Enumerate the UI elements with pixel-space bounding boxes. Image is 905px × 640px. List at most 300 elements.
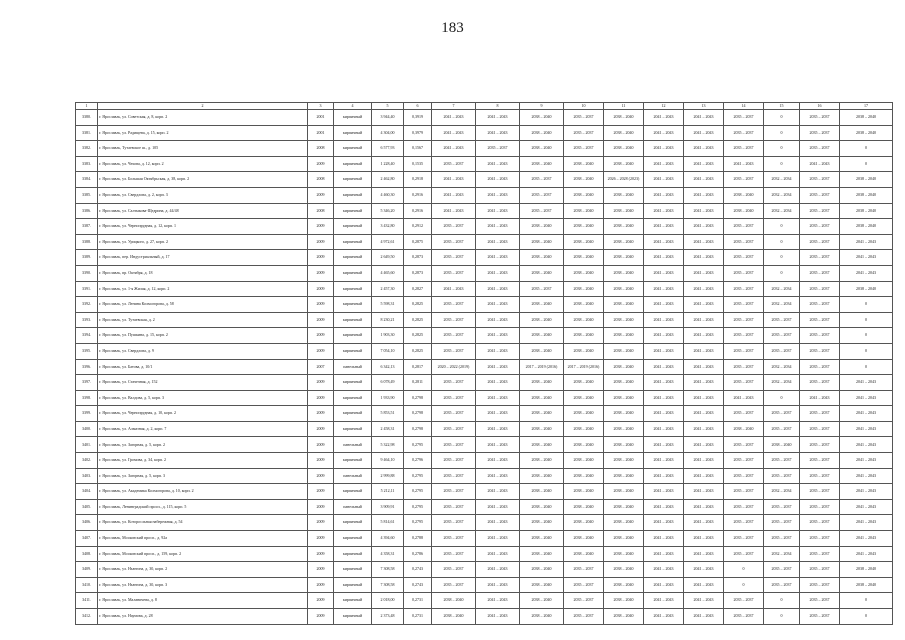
column-number-header: 5	[372, 103, 404, 110]
table-cell: 2041 – 2043	[840, 499, 893, 515]
table-cell: 2038 – 2040	[564, 343, 604, 359]
address-cell: г. Ярославль, пер. Индустриальный, д. 17	[98, 250, 308, 266]
table-cell: кирпичный	[334, 281, 372, 297]
table-cell: 2035 – 2037	[800, 499, 840, 515]
table-cell: кирпичный	[334, 421, 372, 437]
table-cell: 2035 – 2037	[724, 125, 764, 141]
table-cell: 2035 – 2037	[724, 375, 764, 391]
table-cell: 2035 – 2037	[800, 297, 840, 313]
table-cell: 2041 – 2043	[644, 250, 684, 266]
table-cell: 2041 – 2043	[684, 172, 724, 188]
address-cell: г. Ярославль, ул. Которосльная набережная, д. 54	[98, 515, 308, 531]
table-cell: 2041 – 2043	[684, 343, 724, 359]
table-cell: 2035 – 2037	[724, 484, 764, 500]
table-row	[76, 390, 893, 406]
column-number-header: 3	[308, 103, 334, 110]
table-cell: 2035 – 2037	[800, 125, 840, 141]
table-cell: 2001	[308, 110, 334, 126]
table-cell: 2041 – 2043	[684, 499, 724, 515]
table-cell: 2020 – 2022 (2019)	[432, 359, 476, 375]
table-cell: 2041 – 2043	[644, 421, 684, 437]
table-cell: 0	[764, 250, 800, 266]
table-cell: 3396.	[76, 359, 98, 375]
column-number-header: 2	[98, 103, 308, 110]
table-cell: 2009	[308, 343, 334, 359]
column-number-header: 17	[840, 103, 893, 110]
address-cell: г. Ярославль, ул. Советская, д. 8, корп. 2	[98, 110, 308, 126]
table-cell: 2041 – 2043	[644, 312, 684, 328]
address-cell: г. Ярославль, ул. Чернопрудная, д. 10, корп. 2	[98, 406, 308, 422]
table-cell: 0,2825	[404, 328, 432, 344]
table-cell: 2035 – 2037	[724, 172, 764, 188]
table-cell: 2041 – 2043	[644, 187, 684, 203]
table-cell: 2041 – 2043	[684, 359, 724, 375]
table-cell: 2041 – 2043	[684, 312, 724, 328]
table-cell: 0,2798	[404, 390, 432, 406]
table-cell: 2041 – 2043	[644, 515, 684, 531]
address-cell: г. Ярославль, Ленинградский просп., д. 115, корп. 5	[98, 499, 308, 515]
table-cell: 2035 – 2037	[432, 577, 476, 593]
table-cell: 2038 – 2040	[520, 312, 564, 328]
column-number-header: 4	[334, 103, 372, 110]
table-cell: 2038 – 2040	[604, 156, 644, 172]
table-cell: 2041 – 2043	[476, 297, 520, 313]
table-cell: 0,2912	[404, 219, 432, 235]
table-cell: 2035 – 2037	[764, 468, 800, 484]
table-cell: 2041 – 2043	[432, 125, 476, 141]
table-cell: 0,2743	[404, 577, 432, 593]
table-cell: 2038 – 2040	[604, 297, 644, 313]
table-cell: 2035 – 2037	[724, 406, 764, 422]
table-cell: 2041 – 2043	[840, 546, 893, 562]
table-cell: 2035 – 2037	[520, 172, 564, 188]
table-cell: 4 358,31	[372, 546, 404, 562]
table-cell: 2038 – 2040	[520, 390, 564, 406]
table-cell: 2035 – 2037	[564, 609, 604, 625]
table-cell: 2038 – 2040	[564, 172, 604, 188]
address-cell: г. Ярославль, Тутаевское ш., д. 105	[98, 141, 308, 157]
table-cell: 2038 – 2040	[564, 484, 604, 500]
table-cell: кирпичный	[334, 390, 372, 406]
table-cell: 4 972,61	[372, 234, 404, 250]
table-cell: 0,2825	[404, 343, 432, 359]
table-cell: 2041 – 2043	[644, 359, 684, 375]
table-row	[76, 546, 893, 562]
table-cell: 2035 – 2037	[724, 468, 764, 484]
table-cell: 2041 – 2043	[476, 562, 520, 578]
column-number-header: 9	[520, 103, 564, 110]
table-cell: 4 465,60	[372, 265, 404, 281]
table-cell: 7 054,10	[372, 343, 404, 359]
table-cell: 2009	[308, 453, 334, 469]
table-cell: 2009	[308, 281, 334, 297]
table-cell: 2017 – 2019 (2016)	[520, 359, 564, 375]
table-cell: 2041 – 2043	[476, 250, 520, 266]
table-cell: 2038 – 2040	[604, 219, 644, 235]
column-number-header: 10	[564, 103, 604, 110]
table-cell: 2041 – 2043	[684, 390, 724, 406]
table-cell: 2041 – 2043	[476, 577, 520, 593]
table-cell: 2 373,48	[372, 609, 404, 625]
table-cell: 2038 – 2040	[520, 156, 564, 172]
address-cell: г. Ярославль, ул. Загорная, д. 5, корп. 3	[98, 468, 308, 484]
table-cell: 2041 – 2043	[644, 593, 684, 609]
table-cell: 2035 – 2037	[800, 531, 840, 547]
table-cell: 2035 – 2037	[800, 421, 840, 437]
table-cell: 3387.	[76, 219, 98, 235]
table-cell: 6 078,49	[372, 375, 404, 391]
table-cell: 2009	[308, 156, 334, 172]
table-cell: 3408.	[76, 546, 98, 562]
table-cell: 2041 – 2043	[476, 312, 520, 328]
table-cell: 2041 – 2043	[684, 406, 724, 422]
table-cell: 2009	[308, 468, 334, 484]
table-cell: 2035 – 2037	[724, 110, 764, 126]
table-cell: кирпичный	[334, 172, 372, 188]
table-cell: 3406.	[76, 515, 98, 531]
address-cell: г. Ярославль, ул. 1-я Жилая, д. 12, корп. 2	[98, 281, 308, 297]
table-cell: 4 394,60	[372, 531, 404, 547]
table-cell: 2035 – 2037	[764, 562, 800, 578]
table-cell: 2035 – 2037	[432, 484, 476, 500]
table-cell: 0	[840, 297, 893, 313]
table-cell: кирпичный	[334, 265, 372, 281]
table-cell: 2041 – 2043	[684, 125, 724, 141]
table-cell: 2041 – 2043	[684, 187, 724, 203]
table-cell: 2035 – 2037	[432, 437, 476, 453]
table-cell: 0,3979	[404, 125, 432, 141]
table-cell: 2009	[308, 593, 334, 609]
table-cell: панельный	[334, 499, 372, 515]
table-cell: 2038 – 2040	[564, 453, 604, 469]
table-cell: 2041 – 2043	[476, 406, 520, 422]
table-cell: 2038 – 2040	[564, 421, 604, 437]
table-cell: 2035 – 2037	[432, 546, 476, 562]
table-cell: 2 458,31	[372, 421, 404, 437]
table-cell: 2035 – 2037	[432, 375, 476, 391]
table-cell: кирпичный	[334, 453, 372, 469]
table-cell: 2041 – 2043	[644, 110, 684, 126]
table-cell: 6 342,13	[372, 359, 404, 375]
table-cell: 2038 – 2040	[520, 468, 564, 484]
table-cell: 2032 – 2034	[764, 359, 800, 375]
table-cell: 5 212,11	[372, 484, 404, 500]
table-cell: 2041 – 2043	[476, 234, 520, 250]
table-cell: 2041 – 2043	[684, 265, 724, 281]
table-cell: 2009	[308, 328, 334, 344]
table-cell: 2041 – 2043	[476, 219, 520, 235]
table-cell: 2035 – 2037	[764, 328, 800, 344]
table-cell: 2041 – 2043	[644, 156, 684, 172]
table-cell: 2035 – 2037	[800, 375, 840, 391]
table-cell: 2038 – 2040	[520, 125, 564, 141]
table-row	[76, 219, 893, 235]
table-cell: 2038 – 2040	[604, 359, 644, 375]
column-number-header: 8	[476, 103, 520, 110]
table-cell: 2041 – 2043	[840, 250, 893, 266]
table-cell: 9 464,10	[372, 453, 404, 469]
table-cell: 2038 – 2040	[564, 499, 604, 515]
table-cell: 2041 – 2043	[476, 453, 520, 469]
table-cell: 2038 – 2040	[724, 187, 764, 203]
table-cell: 2041 – 2043	[840, 453, 893, 469]
table-cell: 5 814,61	[372, 515, 404, 531]
table-cell: 0,2811	[404, 375, 432, 391]
table-row	[76, 562, 893, 578]
table-cell: 2035 – 2037	[724, 437, 764, 453]
table-cell: 2041 – 2043	[644, 546, 684, 562]
table-cell: 2035 – 2037	[800, 141, 840, 157]
table-cell: 2008	[308, 172, 334, 188]
table-cell: 2041 – 2043	[644, 375, 684, 391]
table-cell: 2035 – 2037	[724, 312, 764, 328]
table-cell: 0	[840, 359, 893, 375]
table-cell: 0	[764, 156, 800, 172]
table-cell: 6 577,93	[372, 141, 404, 157]
table-cell: 2038 – 2040	[564, 187, 604, 203]
table-cell: 2035 – 2037	[800, 468, 840, 484]
table-cell: 2041 – 2043	[840, 484, 893, 500]
table-cell: 2001	[308, 125, 334, 141]
table-cell: кирпичный	[334, 219, 372, 235]
table-row	[76, 406, 893, 422]
table-cell: 2035 – 2037	[432, 515, 476, 531]
table-cell: 2035 – 2037	[724, 297, 764, 313]
table-row	[76, 359, 893, 375]
table-cell: 2038 – 2040	[604, 515, 644, 531]
table-cell: кирпичный	[334, 609, 372, 625]
table-cell: 2038 – 2040	[520, 593, 564, 609]
address-cell: г. Ярославль, ул. Урицкого, д. 27, корп. 2	[98, 234, 308, 250]
table-cell: 0,2817	[404, 359, 432, 375]
table-cell: 2041 – 2043	[644, 219, 684, 235]
table-cell: 3381.	[76, 125, 98, 141]
table-cell: 0,2798	[404, 406, 432, 422]
table-cell: 2035 – 2037	[764, 343, 800, 359]
table-row	[76, 499, 893, 515]
table-cell: 2035 – 2037	[724, 453, 764, 469]
table-cell: 2035 – 2037	[800, 265, 840, 281]
table-cell: 2035 – 2037	[800, 593, 840, 609]
table-row	[76, 110, 893, 126]
table-row	[76, 187, 893, 203]
table-cell: 2041 – 2043	[684, 453, 724, 469]
table-cell: 2038 – 2040	[604, 110, 644, 126]
table-cell: 2038 – 2040	[564, 328, 604, 344]
table-cell: 3 909,91	[372, 499, 404, 515]
table-cell: 2009	[308, 577, 334, 593]
table-cell: 2038 – 2040	[604, 250, 644, 266]
address-cell: г. Ярославль, ул. Тутаевская, д. 2	[98, 312, 308, 328]
table-cell: 2041 – 2043	[684, 421, 724, 437]
table-cell: 2041 – 2043	[684, 234, 724, 250]
table-cell: 2038 – 2040	[432, 609, 476, 625]
table-row	[76, 281, 893, 297]
table-cell: 2041 – 2043	[644, 406, 684, 422]
table-cell: 3405.	[76, 499, 98, 515]
table-cell: 2041 – 2043	[476, 172, 520, 188]
table-cell: 2035 – 2037	[724, 265, 764, 281]
table-cell: 2038 – 2040	[564, 406, 604, 422]
table-row	[76, 437, 893, 453]
table-cell: 2038 – 2040	[520, 546, 564, 562]
table-cell: 3 432,80	[372, 219, 404, 235]
table-cell: 3409.	[76, 562, 98, 578]
table-cell: 2035 – 2037	[432, 562, 476, 578]
table-cell: 2038 – 2040	[604, 375, 644, 391]
table-cell: кирпичный	[334, 125, 372, 141]
table-cell: 2038 – 2040	[604, 281, 644, 297]
table-cell: 2008	[308, 141, 334, 157]
table-cell: 2035 – 2037	[432, 390, 476, 406]
table-cell: 2041 – 2043	[840, 468, 893, 484]
table-row	[76, 297, 893, 313]
table-cell: 2009	[308, 499, 334, 515]
table-cell: 2038 – 2040	[520, 406, 564, 422]
table-cell: 2035 – 2037	[800, 234, 840, 250]
table-cell: 2041 – 2043	[684, 468, 724, 484]
table-cell: 2041 – 2043	[684, 484, 724, 500]
table-row	[76, 531, 893, 547]
table-cell: 2041 – 2043	[644, 297, 684, 313]
table-cell: 2017 – 2019 (2016)	[564, 359, 604, 375]
table-cell: 2035 – 2037	[800, 203, 840, 219]
table-cell: 0	[840, 156, 893, 172]
table-cell: 3384.	[76, 172, 98, 188]
table-cell: 2035 – 2037	[432, 156, 476, 172]
table-row	[76, 265, 893, 281]
table-cell: 2009	[308, 546, 334, 562]
address-cell: г. Ярославль, ул. Ленина Колмогорова, д. 58	[98, 297, 308, 313]
table-row	[76, 312, 893, 328]
table-cell: кирпичный	[334, 515, 372, 531]
table-cell: 2038 – 2040	[520, 328, 564, 344]
table-cell: 0,1567	[404, 141, 432, 157]
table-cell: кирпичный	[334, 110, 372, 126]
table-cell: 0,2795	[404, 484, 432, 500]
table-cell: 2041 – 2043	[644, 265, 684, 281]
table-cell: 2041 – 2043	[644, 343, 684, 359]
table-cell: 2041 – 2043	[684, 375, 724, 391]
table-cell: 0,2786	[404, 546, 432, 562]
table-cell: 2041 – 2043	[432, 141, 476, 157]
table-cell: 2041 – 2043	[684, 110, 724, 126]
table-cell: 2038 – 2040	[520, 577, 564, 593]
table-row	[76, 250, 893, 266]
address-cell: г. Ярославль, Московский просп., д. 92а	[98, 531, 308, 547]
table-cell: 2041 – 2043	[644, 390, 684, 406]
table-cell: 0,2743	[404, 562, 432, 578]
table-cell: 2009	[308, 484, 334, 500]
table-cell: 2038 – 2040	[840, 281, 893, 297]
table-cell: 2041 – 2043	[476, 468, 520, 484]
address-cell: г. Ярославль, ул. Алмазная, д. 2, корп. 7	[98, 421, 308, 437]
column-number-header: 13	[684, 103, 724, 110]
table-cell: 2041 – 2043	[476, 515, 520, 531]
table-cell: 2038 – 2040	[604, 343, 644, 359]
table-cell: 2035 – 2037	[800, 359, 840, 375]
table-cell: 2035 – 2037	[764, 499, 800, 515]
table-cell: 2041 – 2043	[724, 156, 764, 172]
table-cell: 2041 – 2043	[644, 484, 684, 500]
table-cell: 2038 – 2040	[520, 110, 564, 126]
column-number-header: 14	[724, 103, 764, 110]
table-cell: 2009	[308, 187, 334, 203]
table-cell: 2038 – 2040	[604, 468, 644, 484]
table-cell: 2041 – 2043	[432, 110, 476, 126]
table-cell: 3402.	[76, 453, 98, 469]
table-cell: 2038 – 2040	[520, 265, 564, 281]
table-cell: 2038 – 2040	[520, 219, 564, 235]
address-cell: г. Ярославль, ул. Салтыкова-Щедрина, д. 44/48	[98, 203, 308, 219]
table-cell: 2038 – 2040	[520, 515, 564, 531]
table-cell: 4 304,00	[372, 125, 404, 141]
table-cell: 2041 – 2043	[476, 499, 520, 515]
table-cell: 2038 – 2040	[520, 499, 564, 515]
table-cell: 2041 – 2043	[840, 531, 893, 547]
table-cell: панельный	[334, 359, 372, 375]
table-cell: 2041 – 2043	[840, 515, 893, 531]
table-cell: 0,2873	[404, 265, 432, 281]
table-cell: кирпичный	[334, 312, 372, 328]
table-cell: 3391.	[76, 281, 98, 297]
table-cell: 2041 – 2043	[684, 515, 724, 531]
table-cell: 2035 – 2037	[564, 125, 604, 141]
table-cell: 2035 – 2037	[520, 203, 564, 219]
table-cell: 2041 – 2043	[476, 484, 520, 500]
table-cell: 8 230,21	[372, 312, 404, 328]
column-number-header: 7	[432, 103, 476, 110]
table-cell: 2035 – 2037	[800, 250, 840, 266]
table-cell: кирпичный	[334, 141, 372, 157]
address-cell: г. Ярославль, ул. Ньютона, д. 30, корп. 2	[98, 562, 308, 578]
housing-schedule-table	[75, 102, 893, 625]
address-cell: г. Ярославль, ул. Чернопрудная, д. 12, корп. 1	[98, 219, 308, 235]
table-cell: 2007	[308, 359, 334, 375]
table-cell: 0,2795	[404, 515, 432, 531]
table-cell: 2 018,00	[372, 593, 404, 609]
table-cell: 2038 – 2040	[564, 390, 604, 406]
table-row	[76, 515, 893, 531]
table-cell: 2038 – 2040	[604, 437, 644, 453]
table-cell: 2035 – 2037	[476, 141, 520, 157]
table-cell: 2035 – 2037	[432, 499, 476, 515]
table-cell: кирпичный	[334, 546, 372, 562]
table-cell: 2035 – 2037	[800, 453, 840, 469]
table-cell: 2041 – 2043	[684, 156, 724, 172]
table-cell: 2 999,88	[372, 468, 404, 484]
table-row	[76, 328, 893, 344]
table-cell: 2041 – 2043	[432, 281, 476, 297]
table-cell: 2038 – 2040	[604, 562, 644, 578]
table-cell: 3397.	[76, 375, 98, 391]
table-cell: 2038 – 2040	[432, 593, 476, 609]
table-cell: 2041 – 2043	[684, 250, 724, 266]
table-cell: 1 903,30	[372, 328, 404, 344]
table-cell: 2009	[308, 250, 334, 266]
table-cell: 2035 – 2037	[764, 312, 800, 328]
table-cell: 2038 – 2040	[764, 437, 800, 453]
table-cell: 2038 – 2040	[520, 234, 564, 250]
table-cell: 2041 – 2043	[684, 297, 724, 313]
table-cell: 3394.	[76, 328, 98, 344]
table-cell: 2038 – 2040	[564, 156, 604, 172]
table-cell: 3382.	[76, 141, 98, 157]
table-cell: 2038 – 2040	[520, 562, 564, 578]
column-number-header: 16	[800, 103, 840, 110]
table-cell: 1 228,40	[372, 156, 404, 172]
table-cell: 2035 – 2037	[564, 577, 604, 593]
